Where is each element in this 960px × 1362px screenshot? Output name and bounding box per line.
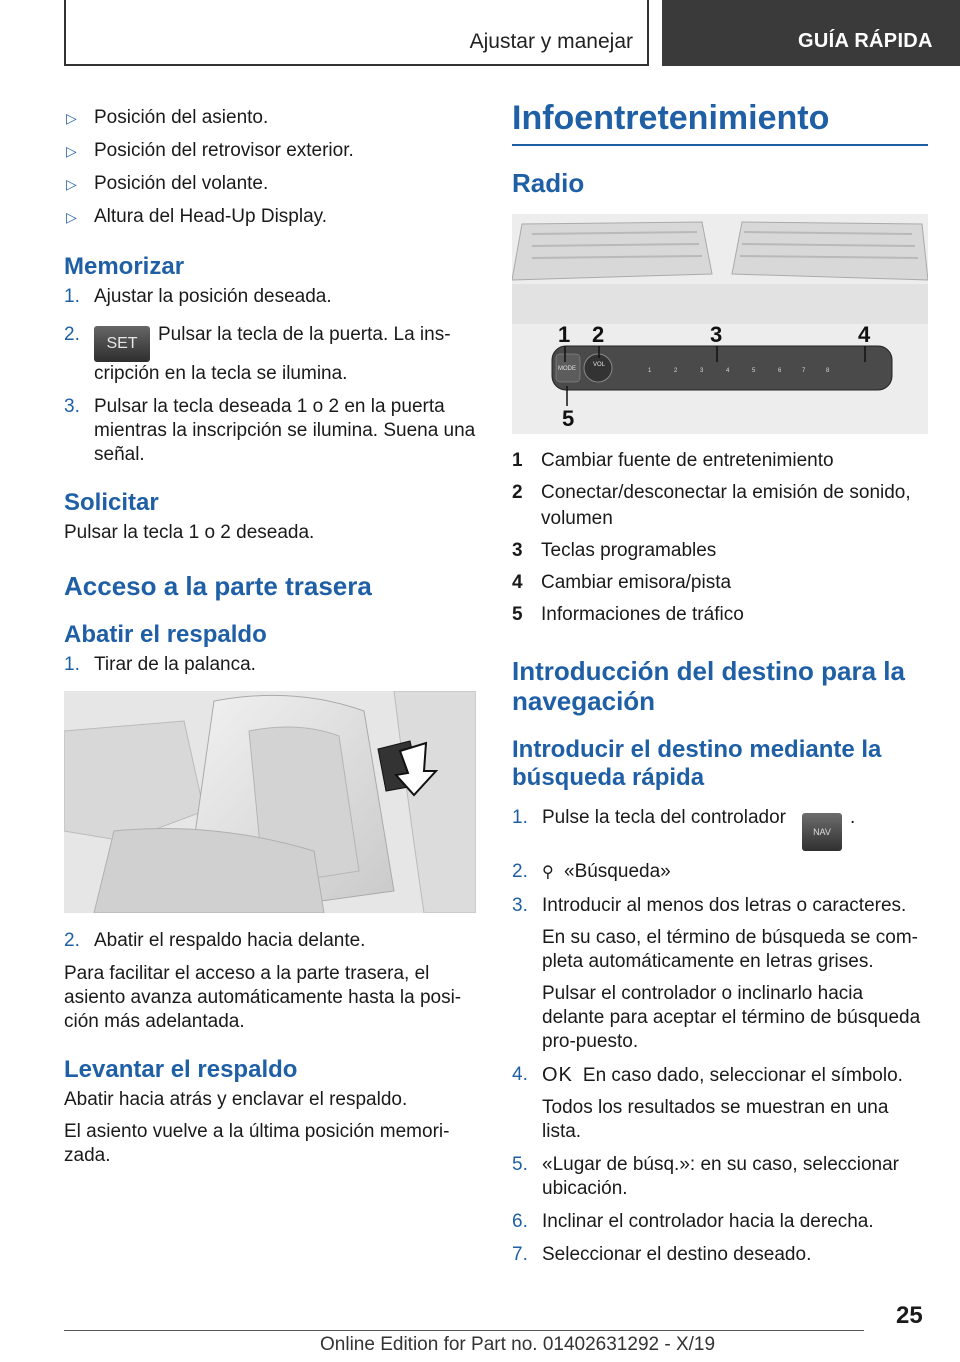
bullet-item: ▷ Posición del asiento. xyxy=(66,107,269,128)
step-item: 1. Tirar de la palanca. xyxy=(64,654,256,675)
heading-busqueda-rapida: Introducir el destino mediante la búsqueda rápida xyxy=(512,736,882,791)
callout-2: 2 xyxy=(592,322,605,347)
bullet-item: ▷ Posición del retrovisor exterior. xyxy=(66,140,354,161)
step-item: 2. ⚲ «Búsqueda» xyxy=(512,860,928,885)
levantar-p2: El asiento vuelve a la última posición memori-zada. xyxy=(64,1121,450,1166)
footer-edition: Online Edition for Part no. 01402631292 - X/19 xyxy=(320,1334,716,1355)
heading-abatir: Abatir el respaldo xyxy=(64,621,267,648)
legend-item: 3 Teclas programables xyxy=(512,540,717,561)
header-section-title: Ajustar y manejar xyxy=(469,30,633,53)
preset-key-7: 7 xyxy=(802,368,806,374)
heading-radio: Radio xyxy=(512,168,585,198)
heading-levantar: Levantar el respaldo xyxy=(64,1056,298,1083)
preset-key-8: 8 xyxy=(826,368,830,374)
legend-item: 4 Cambiar emisora/pista xyxy=(512,572,732,593)
radio-panel-image xyxy=(512,214,928,434)
triangle-bullet-icon: ▷ xyxy=(66,143,77,159)
solicitar-text: Pulsar la tecla 1 o 2 deseada. xyxy=(64,522,315,543)
preset-key-2: 2 xyxy=(674,368,678,374)
callout-4: 4 xyxy=(858,322,871,347)
step-item: 1. Pulse la tecla del controladorNAV. xyxy=(512,806,928,851)
triangle-bullet-icon: ▷ xyxy=(66,110,77,126)
callout-3: 3 xyxy=(710,322,723,347)
title-underline xyxy=(512,144,928,146)
triangle-bullet-icon: ▷ xyxy=(66,176,77,192)
callout-1: 1 xyxy=(558,322,571,347)
step-item: 2. SET Pulsar la tecla de la puerta. La ins-cripción en la tecla se ilumina. xyxy=(64,324,451,384)
footer-rule xyxy=(64,1330,864,1331)
page-number: 25 xyxy=(896,1302,923,1329)
callout-5: 5 xyxy=(562,406,575,431)
legend-item: 2 Conectar/desconectar la emisión de sonido, volumen xyxy=(512,482,911,529)
step-item: 5. «Lugar de búsq.»: en su caso, seleccionar ubicación. xyxy=(512,1154,900,1199)
preset-key-4: 4 xyxy=(726,368,730,374)
preset-key-3: 3 xyxy=(700,368,704,374)
preset-key-6: 6 xyxy=(778,368,782,374)
seat-lever-image xyxy=(64,691,476,913)
heading-solicitar: Solicitar xyxy=(64,489,159,516)
legend-item: 5 Informaciones de tráfico xyxy=(512,604,744,625)
heading-navegacion: Introducción del destino para la navegación xyxy=(512,656,905,716)
header-tag: GUÍA RÁPIDA xyxy=(798,30,933,52)
step-item: 3. Pulsar la tecla deseada 1 o 2 en la puerta mientras la inscripción se ilumina. Suena una señal. xyxy=(64,396,476,465)
abatir-paragraph: Para facilitar el acceso a la parte trasera, el asiento avanza automáticamente hasta la posi-ción más adelantada. xyxy=(64,963,462,1032)
header-section-box xyxy=(64,0,649,66)
right-column xyxy=(512,98,928,1276)
step-item: 6. Inclinar el controlador hacia la derecha. xyxy=(512,1211,874,1232)
bullet-item: ▷ Posición del volante. xyxy=(66,173,269,194)
ok-icon: OK xyxy=(542,1064,573,1086)
nav-key-icon: NAV xyxy=(802,813,842,851)
levantar-p1: Abatir hacia atrás y enclavar el respaldo. xyxy=(64,1089,408,1110)
heading-acceso: Acceso a la parte trasera xyxy=(64,571,372,601)
left-column xyxy=(64,98,476,1168)
mode-key-label: MODE xyxy=(558,366,576,372)
step-item: 7. Seleccionar el destino deseado. xyxy=(512,1244,812,1265)
step-item: 2. Abatir el respaldo hacia delante. xyxy=(64,930,366,951)
set-key-icon: SET xyxy=(94,326,150,362)
search-icon: ⚲ xyxy=(542,864,554,881)
preset-key-5: 5 xyxy=(752,368,756,374)
triangle-bullet-icon: ▷ xyxy=(66,209,77,225)
heading-infoentretenimiento: Infoentretenimiento xyxy=(512,99,830,137)
preset-key-1: 1 xyxy=(648,368,652,374)
volume-knob-label: VOL xyxy=(593,362,606,368)
step-item: 4. OK En caso dado, seleccionar el símbolo. Todos los resultados se muestran en una lista. xyxy=(512,1064,903,1142)
bullet-item: ▷ Altura del Head-Up Display. xyxy=(66,206,328,227)
legend-item: 1 Cambiar fuente de entretenimiento xyxy=(512,450,834,471)
heading-memorizar: Memorizar xyxy=(64,253,185,280)
step-item: 1. Ajustar la posición deseada. xyxy=(64,286,332,307)
header-tag-box xyxy=(662,0,960,66)
step-item: 3. Introducir al menos dos letras o caracteres. En su caso, el término de búsqueda se com-pleta automáticamente en letras grises. Pulsar el controlador o inclinarlo hacia delante para aceptar el término de búsqueda pro-puesto. xyxy=(512,895,921,1052)
